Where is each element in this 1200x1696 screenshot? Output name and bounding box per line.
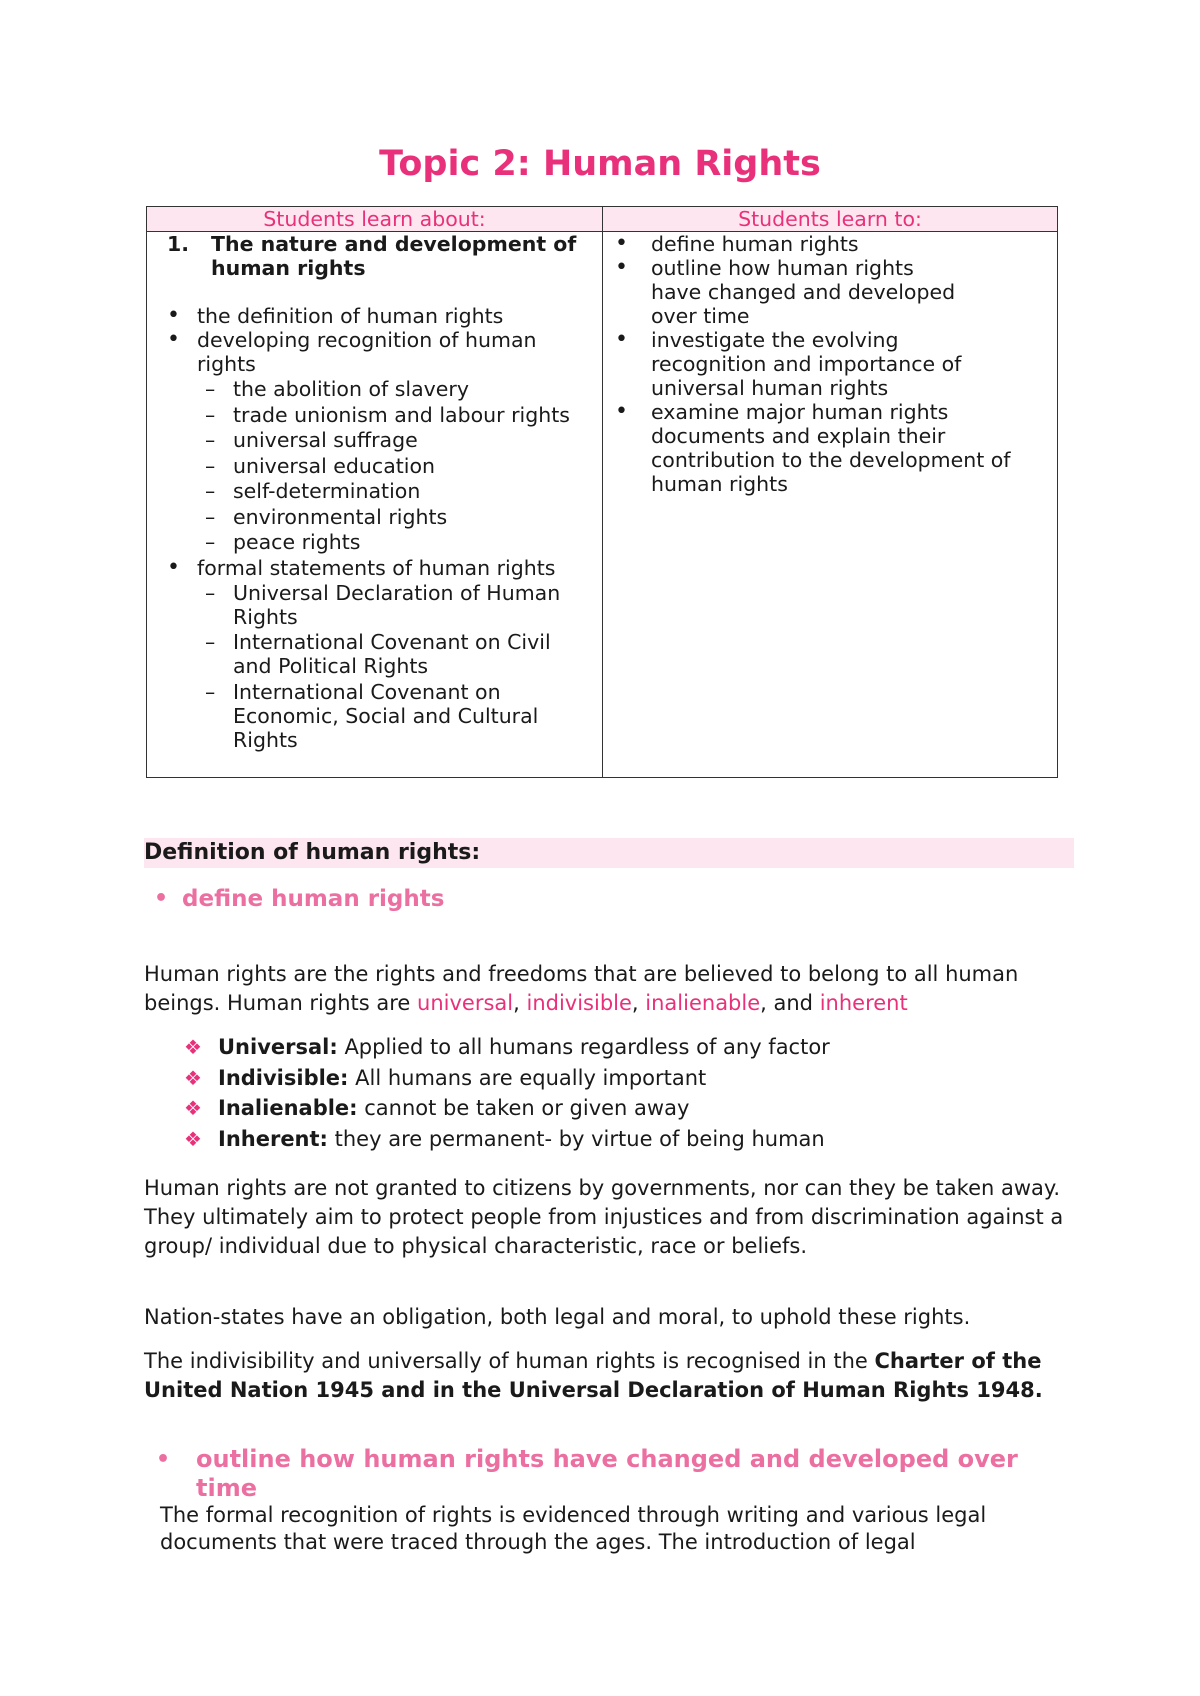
term-indivisible: indivisible (526, 991, 632, 1015)
diamond-icon: ❖ (184, 1126, 202, 1151)
objective-text: outline how human rights have changed and developed over (196, 1445, 1018, 1473)
table-row (147, 232, 1058, 778)
paragraph: Human rights are not granted to citizens by governments, nor can they be taken away. They ultimately aim to protect people from injustices and from discrimination against a group/ individual due to physical characteristic, race or beliefs. (144, 1176, 1064, 1258)
sub-list-item: – Universal Declaration of Human Rights (159, 581, 602, 629)
diamond-icon: ❖ (184, 1035, 202, 1059)
list-item: • the definition of human rights (159, 304, 602, 328)
page-title: Topic 2: Human Rights (379, 144, 821, 184)
sub-list-item: – International Covenant on Economic, Social and Cultural Rights (159, 680, 602, 752)
quality-label: Universal: (218, 1035, 338, 1059)
sub-list (197, 581, 602, 752)
table-header-row (147, 207, 1058, 232)
diamond-icon: ❖ (184, 1096, 202, 1120)
learn-to-list (603, 232, 1057, 496)
quality-text: they are permanent- by virtue of being human (327, 1126, 825, 1151)
sub-list-item: – self-determination (159, 479, 602, 503)
quality-item (182, 1093, 830, 1124)
paragraph-bold: Charter of the United Nation 1945 and in the Universal Declaration of Human Rights 1948. (144, 1349, 1043, 1402)
separator: , (513, 991, 527, 1015)
paragraph: The formal recognition of rights is evidenced through writing and various legal documents that were traced through the ages. The introduction of legal (160, 1503, 987, 1554)
quality-text: All humans are equally important (348, 1065, 707, 1090)
sub-list-item: – universal suffrage (159, 428, 602, 452)
term-inherent: inherent (819, 991, 908, 1015)
sub-list (197, 377, 602, 554)
col-right-header: Students learn to: (603, 207, 1058, 232)
list-item-text: • formal statements of human rights (197, 555, 556, 580)
term-inalienable: inalienable (645, 991, 761, 1015)
quality-item (182, 1032, 830, 1063)
term-universal: universal (417, 991, 514, 1015)
bullet-dot: • (156, 1447, 171, 1472)
objective-text: time (196, 1474, 257, 1502)
topic-heading-line2: human rights (211, 256, 366, 280)
sub-list-item: – International Covenant on Civil and Political Rights (159, 630, 602, 678)
sub-list-item: – trade unionism and labour rights (159, 403, 602, 427)
intro-paragraph (144, 960, 1084, 1018)
objective-text: define human rights (182, 886, 445, 912)
sub-list-item: – universal education (159, 454, 602, 478)
quality-text: Applied to all humans regardless of any factor (337, 1035, 830, 1059)
section-heading: Definition of human rights: (144, 838, 1074, 868)
list-item-text: • developing recognition of human rights (197, 328, 537, 376)
paragraph (144, 1347, 1074, 1405)
quality-text: cannot be taken or given away (357, 1096, 690, 1120)
qualities-list (182, 1032, 830, 1154)
learn-to-cell (603, 232, 1058, 778)
topic-number: 1. (167, 232, 190, 256)
quality-label: Indivisible: (218, 1065, 349, 1090)
quality-item (182, 1063, 830, 1094)
quality-label: Inalienable: (218, 1096, 358, 1120)
list-item (159, 328, 602, 554)
paragraph-text: The indivisibility and universally of human rights is recognised in the (144, 1349, 875, 1373)
sub-list-item: – the abolition of slavery (159, 377, 602, 401)
learn-about-cell (147, 232, 603, 778)
separator: , and (760, 991, 820, 1015)
separator: , (631, 991, 646, 1015)
quality-label: Inherent: (218, 1126, 328, 1151)
list-item: • investigate the evolving recognition and importance of universal human rights (603, 328, 1057, 400)
sub-list-item: – peace rights (159, 530, 602, 554)
intro-text: Human rights are the rights and freedoms that are believed to belong to all human beings. Human rights are (144, 962, 1019, 1015)
sub-list-item: – environmental rights (159, 505, 602, 529)
list-item: • outline how human rights have changed and developed over time (603, 256, 1057, 328)
topic-heading-line1: The nature and development of (211, 232, 577, 256)
quality-item (182, 1124, 830, 1155)
bullet-dot: • (154, 886, 169, 911)
paragraph: Nation-states have an obligation, both legal and moral, to uphold these rights. (144, 1305, 971, 1329)
learn-about-list (159, 304, 602, 752)
list-item (159, 556, 602, 752)
diamond-icon: ❖ (184, 1065, 202, 1090)
topic-heading (159, 232, 602, 280)
syllabus-table (146, 206, 1058, 778)
list-item: • define human rights (603, 232, 1057, 256)
col-left-header: Students learn about: (147, 207, 603, 232)
list-item: • examine major human rights documents and explain their contribution to the development of human rights (603, 400, 1057, 496)
